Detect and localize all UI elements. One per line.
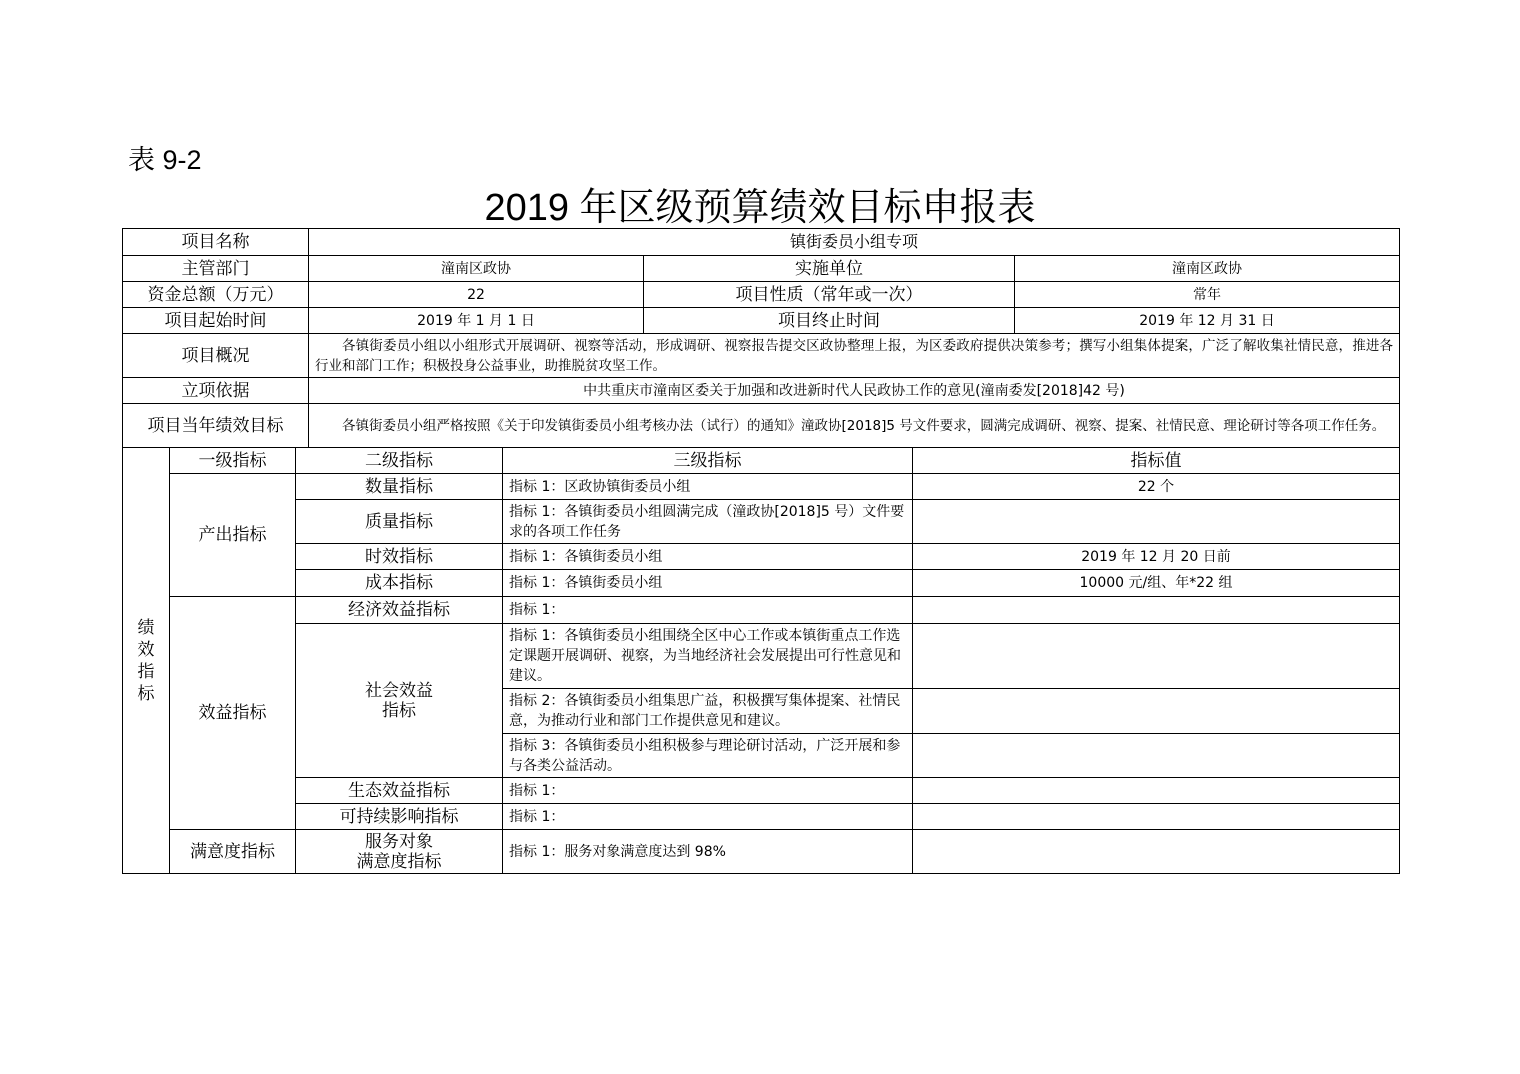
goal-label: 项目当年绩效目标 <box>123 404 309 448</box>
table-number: 表 9-2 <box>128 145 202 175</box>
budget-performance-table <box>122 228 1400 874</box>
dept-label: 主管部门 <box>123 256 309 282</box>
end-time-label: 项目终止时间 <box>644 308 1015 334</box>
row-ecological <box>123 778 1400 804</box>
quantity-l2: 数量指标 <box>296 474 503 500</box>
row-economic <box>123 597 1400 624</box>
project-name-value: 镇街委员小组专项 <box>309 229 1400 256</box>
row-time <box>123 308 1400 334</box>
timeliness-value: 2019 年 12 月 20 日前 <box>913 544 1400 570</box>
row-satisfaction <box>123 830 1400 874</box>
social-3-l3: 指标 3：各镇街委员小组积极参与理论研讨活动，广泛开展和参与各类公益活动。 <box>503 734 913 778</box>
document-title: 2019 年区级预算绩效目标申报表 <box>484 187 1036 229</box>
dept-value: 潼南区政协 <box>309 256 644 282</box>
cost-value: 10000 元/组、年*22 组 <box>913 570 1400 597</box>
sustain-l2: 可持续影响指标 <box>296 804 503 830</box>
start-time-label: 项目起始时间 <box>123 308 309 334</box>
basis-label: 立项依据 <box>123 378 309 404</box>
header-level2: 二级指标 <box>296 448 503 474</box>
goal-value: 各镇街委员小组严格按照《关于印发镇街委员小组考核办法（试行）的通知》潼政协[2018]5 号文件要求，圆满完成调研、视察、提案、社情民意、理论研讨等各项工作任务。 <box>309 404 1400 448</box>
row-cost <box>123 570 1400 597</box>
service-l2: 服务对象 满意度指标 <box>296 830 503 874</box>
project-name-label: 项目名称 <box>123 229 309 256</box>
performance-side-label: 绩 效 指 标 <box>123 448 170 874</box>
social-2-value <box>913 689 1400 734</box>
row-basis <box>123 378 1400 404</box>
economic-value <box>913 597 1400 624</box>
impl-unit-value: 潼南区政协 <box>1015 256 1400 282</box>
ecological-value <box>913 778 1400 804</box>
quality-l3: 指标 1：各镇街委员小组圆满完成（潼政协[2018]5 号）文件要求的各项工作任务 <box>503 500 913 544</box>
quality-value <box>913 500 1400 544</box>
nature-label: 项目性质（常年或一次） <box>644 282 1015 308</box>
social-3-value <box>913 734 1400 778</box>
overview-value: 各镇街委员小组以小组形式开展调研、视察等活动，形成调研、视察报告提交区政协整理上报，为区委政府提供决策参考；撰写小组集体提案，广泛了解收集社情民意，推进各行业和部门工作；积极投身公益事业，助推脱贫攻坚工作。 <box>309 334 1400 378</box>
quality-l2: 质量指标 <box>296 500 503 544</box>
social-2-l3: 指标 2：各镇街委员小组集思广益，积极撰写集体提案、社情民意，为推动行业和部门工作提供意见和建议。 <box>503 689 913 734</box>
header-value: 指标值 <box>913 448 1400 474</box>
row-timeliness <box>123 544 1400 570</box>
ecological-l3: 指标 1： <box>503 778 913 804</box>
economic-l3: 指标 1： <box>503 597 913 624</box>
social-1-l3: 指标 1：各镇街委员小组围绕全区中心工作或本镇街重点工作选定课题开展调研、视察，为当地经济社会发展提出可行性意见和建议。 <box>503 624 913 689</box>
row-perf-header <box>123 448 1400 474</box>
social-1-value <box>913 624 1400 689</box>
cost-l2: 成本指标 <box>296 570 503 597</box>
quantity-value: 22 个 <box>913 474 1400 500</box>
start-time-value: 2019 年 1 月 1 日 <box>309 308 644 334</box>
ecological-l2: 生态效益指标 <box>296 778 503 804</box>
impl-unit-label: 实施单位 <box>644 256 1015 282</box>
funds-value: 22 <box>309 282 644 308</box>
service-l3: 指标 1：服务对象满意度达到 98% <box>503 830 913 874</box>
row-sustain <box>123 804 1400 830</box>
header-level3: 三级指标 <box>503 448 913 474</box>
benefit-indicator-label: 效益指标 <box>170 597 296 830</box>
row-social-1 <box>123 624 1400 689</box>
row-department <box>123 256 1400 282</box>
satisfaction-indicator-label: 满意度指标 <box>170 830 296 874</box>
quantity-l3: 指标 1：区政协镇街委员小组 <box>503 474 913 500</box>
sustain-l3: 指标 1： <box>503 804 913 830</box>
basis-value: 中共重庆市潼南区委关于加强和改进新时代人民政协工作的意见(潼南委发[2018]42 号) <box>309 378 1400 404</box>
output-indicator-label: 产出指标 <box>170 474 296 597</box>
row-project-name <box>123 229 1400 256</box>
row-overview <box>123 334 1400 378</box>
row-quantity <box>123 474 1400 500</box>
sustain-value <box>913 804 1400 830</box>
cost-l3: 指标 1：各镇街委员小组 <box>503 570 913 597</box>
timeliness-l3: 指标 1：各镇街委员小组 <box>503 544 913 570</box>
social-l2: 社会效益 指标 <box>296 624 503 778</box>
row-goal <box>123 404 1400 448</box>
row-quality <box>123 500 1400 544</box>
row-funds <box>123 282 1400 308</box>
timeliness-l2: 时效指标 <box>296 544 503 570</box>
service-value <box>913 830 1400 874</box>
nature-value: 常年 <box>1015 282 1400 308</box>
header-level1: 一级指标 <box>170 448 296 474</box>
funds-label: 资金总额（万元） <box>123 282 309 308</box>
overview-label: 项目概况 <box>123 334 309 378</box>
end-time-value: 2019 年 12 月 31 日 <box>1015 308 1400 334</box>
economic-l2: 经济效益指标 <box>296 597 503 624</box>
